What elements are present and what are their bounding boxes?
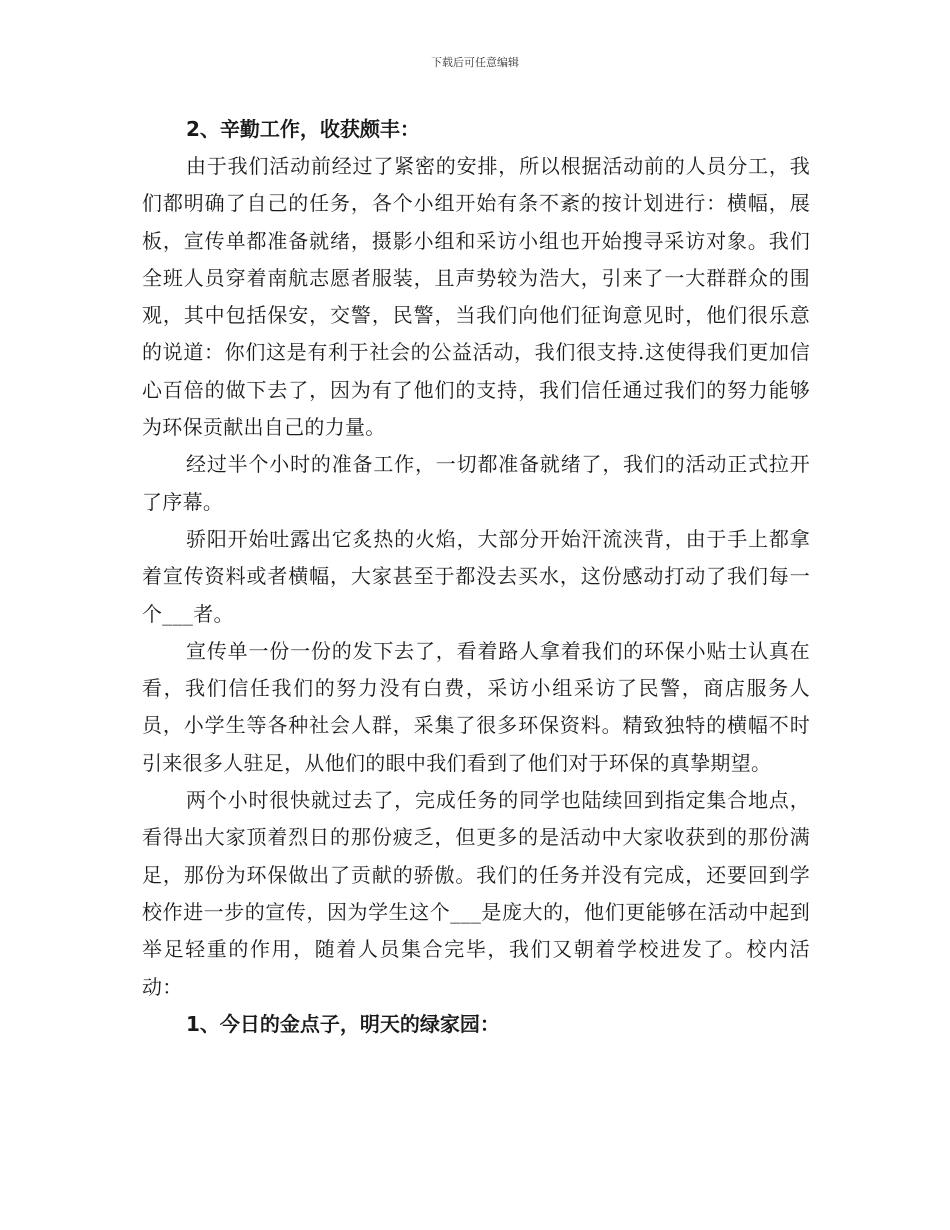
paragraph-start: 经过半个小时的准备工作，一切都准备就绪了，我们的活动正式拉开了序幕。 <box>142 452 810 514</box>
section-heading-hard-work: 2、辛勤工作，收获颇丰： <box>186 117 420 141</box>
paragraph-preparation: 由于我们活动前经过了紧密的安排，所以根据活动前的人员分工，我们都明确了自己的任务，各个小组开始有条不紊的按计划进行：横幅，展板，宣传单都准备就绪，摄影小组和采访小组也开始搜寻采访对象。我们全班人员穿着南航志愿者服装，且声势较为浩大，引来了一大群群众的围观，其中包括保安，交警，民警，当我们向他们征询意见时，他们很乐意的说道：你们这是有利于社会的公益活动，我们很支持.这使得我们更加信心百倍的做下去了，因为有了他们的支持，我们信任通过我们的努力能够为环保贡献出自己的力量。 <box>142 154 810 440</box>
paragraph-leaflets: 宣传单一份一份的发下去了，看着路人拿着我们的环保小贴士认真在看，我们信任我们的努力没有白费，采访小组采访了民警，商店服务人员，小学生等各种社会人群，采集了很多环保资料。精致独特的横幅不时引来很多人驻足，从他们的眼中我们看到了他们对于环保的真挚期望。 <box>142 638 810 775</box>
page-header-note: 下载后可任意编辑 <box>431 56 519 69</box>
paragraph-sun: 骄阳开始吐露出它炙热的火焰，大部分开始汗流浃背，由于手上都拿着宣传资料或者横幅，大家甚至于都没去买水，这份感动打动了我们每一个___者。 <box>142 526 810 626</box>
document-body <box>142 111 810 1043</box>
section-heading-golden-ideas: 1、今日的金点子，明天的绿家园： <box>186 1011 500 1036</box>
paragraph-return: 两个小时很快就过去了，完成任务的同学也陆续回到指定集合地点，看得出大家顶着烈日的那份疲乏，但更多的是活动中大家收获到的那份满足，那份为环保做出了贡献的骄傲。我们的任务并没有完成，还要回到学校作进一步的宣传，因为学生这个___是庞大的，他们更能够在活动中起到举足轻重的作用，随着人员集合完毕，我们又朝着学校进发了。校内活动： <box>142 788 810 999</box>
